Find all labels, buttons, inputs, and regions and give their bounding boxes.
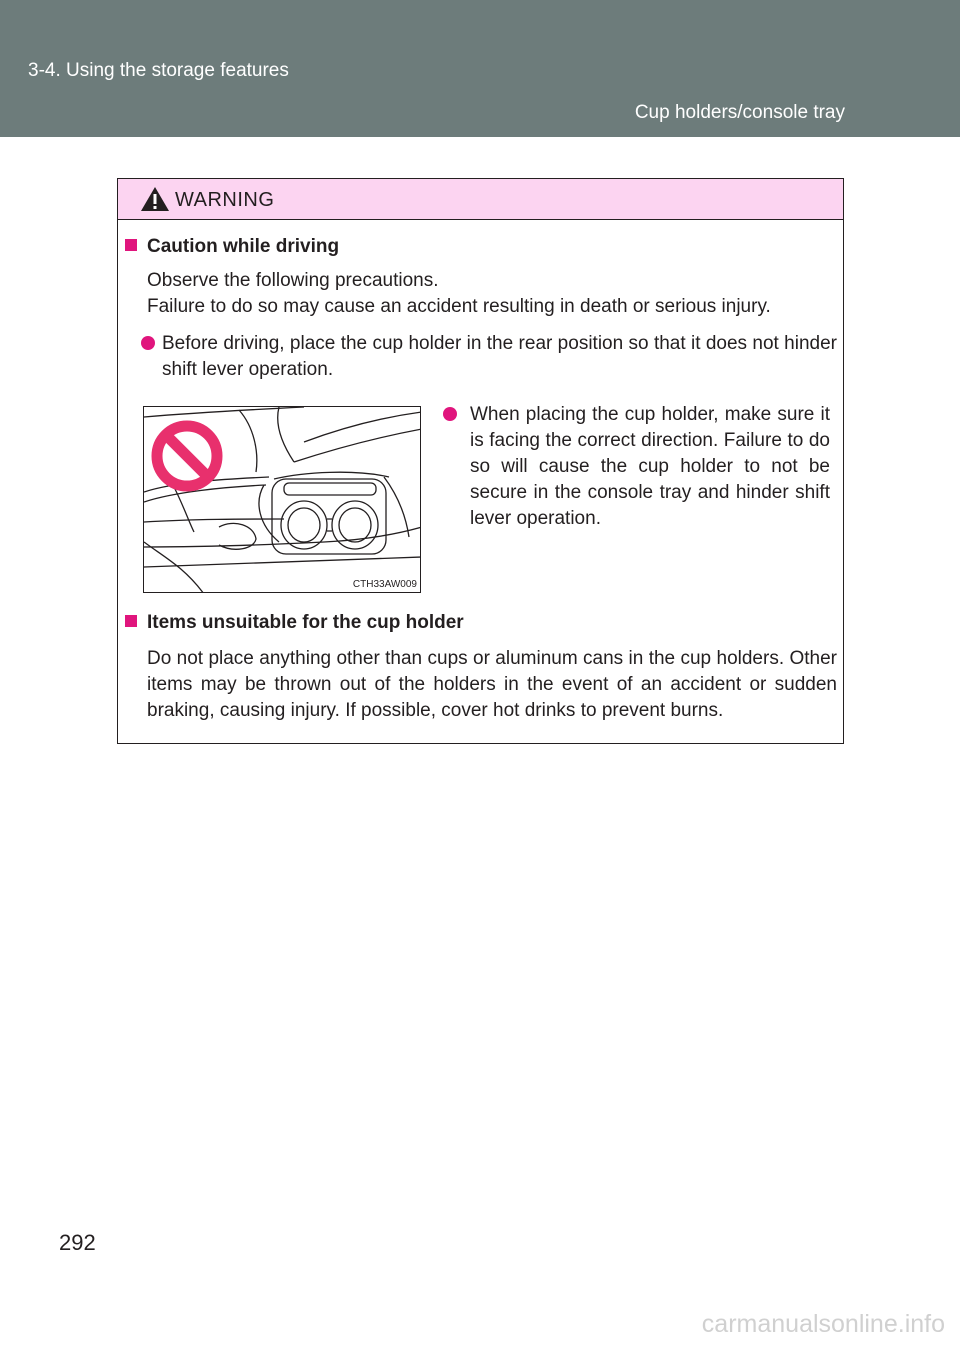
- warning-title: WARNING: [175, 189, 275, 211]
- section-body: Do not place anything other than cups or aluminum cans in the cup holders. Other items may be thrown out of the holders in the event of an accident or sudden braking, causing injury. If possible, cover hot drinks to prevent burns.: [147, 648, 837, 721]
- prohibition-icon: [149, 418, 225, 494]
- page-header: [0, 0, 960, 137]
- figure-code: CTH33AW009: [352, 579, 417, 590]
- square-bullet-icon: [125, 615, 137, 627]
- intro-line: Failure to do so may cause an accident resulting in death or serious injury.: [147, 296, 771, 317]
- subsection-title: Cup holders/console tray: [634, 102, 845, 123]
- cup-holder-illustration: [143, 406, 421, 593]
- bullet-item: Before driving, place the cup holder in the rear position so that it does not hinder shift lever operation.: [141, 331, 837, 383]
- warning-header: [118, 179, 843, 220]
- warning-box: [117, 178, 844, 744]
- section-heading: Items unsuitable for the cup holder: [125, 612, 464, 634]
- bullet-item: When placing the cup holder, make sure it is facing the correct direction. Failure to do so will cause the cup holder to not be secure in the console tray and hinder shift lever operation.: [443, 402, 830, 532]
- bullet-dot-icon: [141, 336, 155, 350]
- watermark: carmanualsonline.info: [701, 1310, 945, 1338]
- warning-triangle-icon: [140, 186, 170, 212]
- page-number: 292: [59, 1230, 96, 1255]
- section-heading: Caution while driving: [125, 236, 339, 258]
- bullet-dot-icon: [443, 407, 457, 421]
- square-bullet-icon: [125, 239, 137, 251]
- section-title: 3-4. Using the storage features: [28, 60, 289, 81]
- intro-line: Observe the following precautions.: [147, 270, 439, 291]
